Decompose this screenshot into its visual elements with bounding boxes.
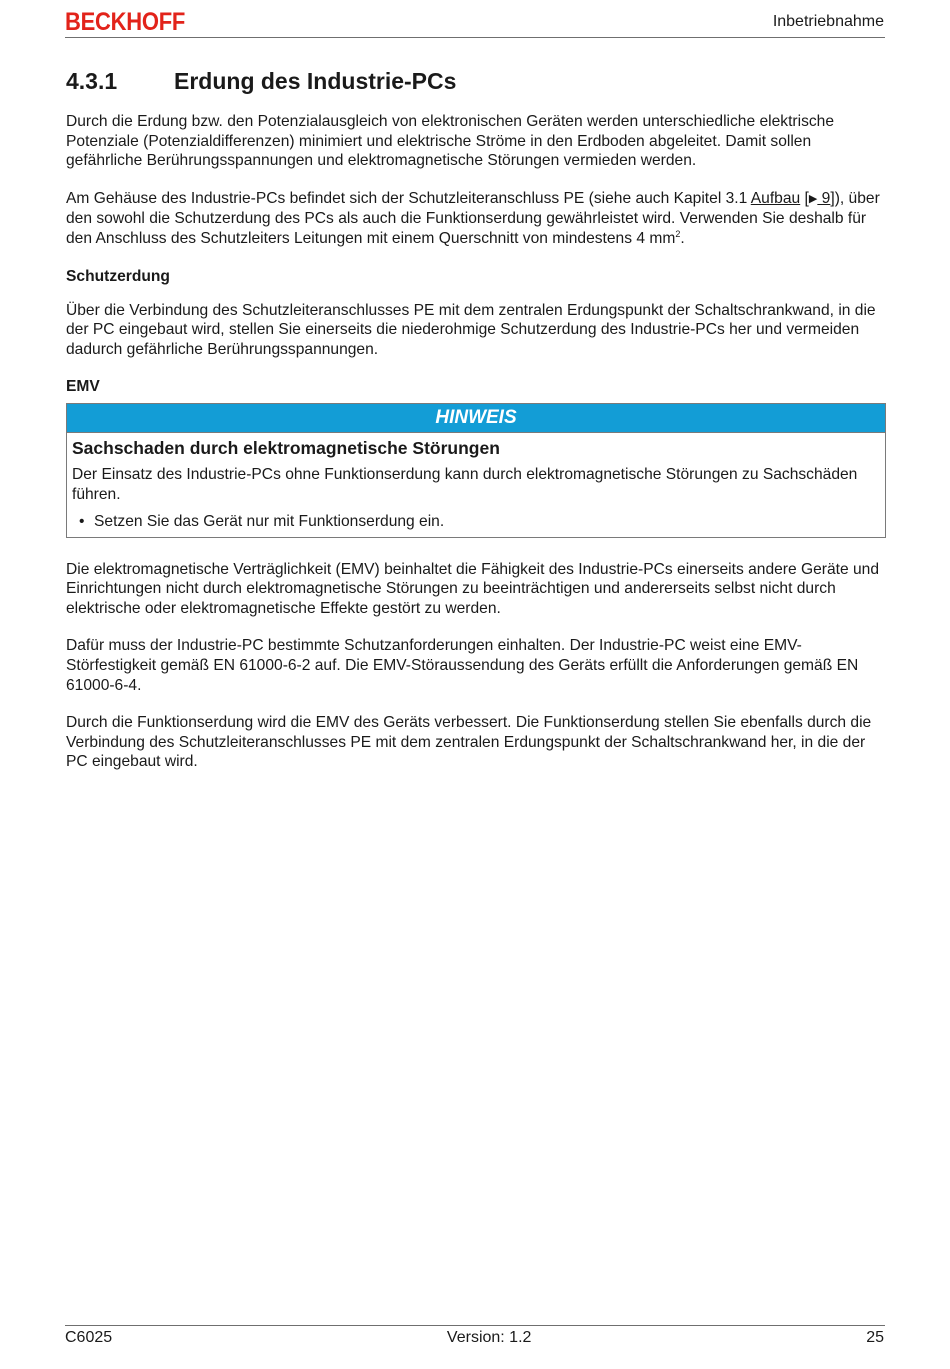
list-item: • Setzen Sie das Gerät nur mit Funktionserdung ein. xyxy=(72,512,879,532)
heading-schutzerdung: Schutzerdung xyxy=(66,267,170,285)
paragraph-pe-text-2: ]), über den sowohl die Schutzerdung des PCs als auch die Funktionserdung gewährleistet wird. Verwenden Sie deshalb für den Anschluss des Schutzleiters Leitungen mit einem Querschnitt von mindestens 4 mm xyxy=(66,189,880,247)
section-heading xyxy=(66,66,886,96)
header-divider xyxy=(65,37,885,38)
paragraph-pe xyxy=(66,189,886,249)
paragraph-pe-text-1: Am Gehäuse des Industrie-PCs befindet sich der Schutzleiteranschluss PE (siehe auch Kapitel 3.1 xyxy=(66,189,751,207)
paragraph-pe-end: . xyxy=(680,229,685,247)
footer-page-number: 25 xyxy=(866,1329,884,1346)
notice-body xyxy=(67,433,885,536)
beckhoff-logo: BECKHOFF xyxy=(65,8,186,36)
footer-divider xyxy=(65,1325,885,1326)
notice-title: Sachschaden durch elektromagnetische Störungen xyxy=(72,438,500,459)
bracket-open: [ xyxy=(800,189,809,207)
page-ref-arrow-icon[interactable]: ▶ xyxy=(808,192,818,205)
paragraph-emv-1: Die elektromagnetische Verträglichkeit (EMV) beinhaltet die Fähigkeit des Industrie-PCs einerseits andere Geräte und Einrichtungen nicht durch elektromagnetische Störungen zu beeinträchtigen und andererseits selbst nicht durch elektrische oder elektromagnetische Effekte gestört zu werden. xyxy=(66,560,880,617)
notice-box xyxy=(66,403,886,537)
footer-product: C6025 xyxy=(65,1329,113,1346)
heading-emv: EMV xyxy=(66,378,100,396)
link-aufbau[interactable]: Aufbau xyxy=(750,189,801,207)
section-title: Erdung des Industrie-PCs xyxy=(174,68,457,94)
footer-version: Version: 1.2 xyxy=(446,1329,532,1346)
notice-text: Der Einsatz des Industrie-PCs ohne Funktionserdung kann durch elektromagnetische Störungen zu Sachschäden führen. xyxy=(72,466,858,503)
superscript-2: 2 xyxy=(675,228,681,239)
paragraph-schutzerdung: Über die Verbindung des Schutzleiteranschlusses PE mit dem zentralen Erdungspunkt der Schaltschrankwand, in die der PC eingebaut wird, stellen Sie einerseits die niederohmige Schutzerdung des Industrie-PCs her und vermeiden dadurch gefährliche Berührungsspannungen. xyxy=(66,301,876,358)
paragraph-emv-2: Dafür muss der Industrie-PC bestimmte Schutzanforderungen einhalten. Der Industrie-PC weist eine EMV-Störfestigkeit gemäß EN 61000-6-2 auf. Die EMV-Störaussendung des Geräts erfüllt die Anforderungen gemäß EN 61000-6-4. xyxy=(66,637,859,694)
link-page-ref[interactable]: 9 xyxy=(817,189,831,207)
paragraph-intro: Durch die Erdung bzw. den Potenzialausgleich von elektronischen Geräten werden unterschiedliche elektrische Potenziale (Potenzialdifferenzen) minimiert und elektrische Ströme in den Erdboden abgeleitet. Damit sollen gefährliche Berührungsspannungen und elektromagnetische Störungen vermieden werden. xyxy=(66,113,835,170)
page-content xyxy=(66,66,886,790)
notice-list xyxy=(72,512,879,532)
header-section-label: Inbetriebnahme xyxy=(772,13,884,30)
notice-label: HINWEIS xyxy=(67,404,885,433)
paragraph-emv-3: Durch die Funktionserdung wird die EMV des Geräts verbessert. Die Funktionserdung stellen Sie ebenfalls durch die Verbindung des Schutzleiteranschlusses PE mit dem zentralen Erdungspunkt der Schaltschrankwand her, in die der PC eingebaut wird. xyxy=(66,714,872,771)
section-number: 4.3.1 xyxy=(66,68,118,94)
footer xyxy=(65,1329,884,1347)
